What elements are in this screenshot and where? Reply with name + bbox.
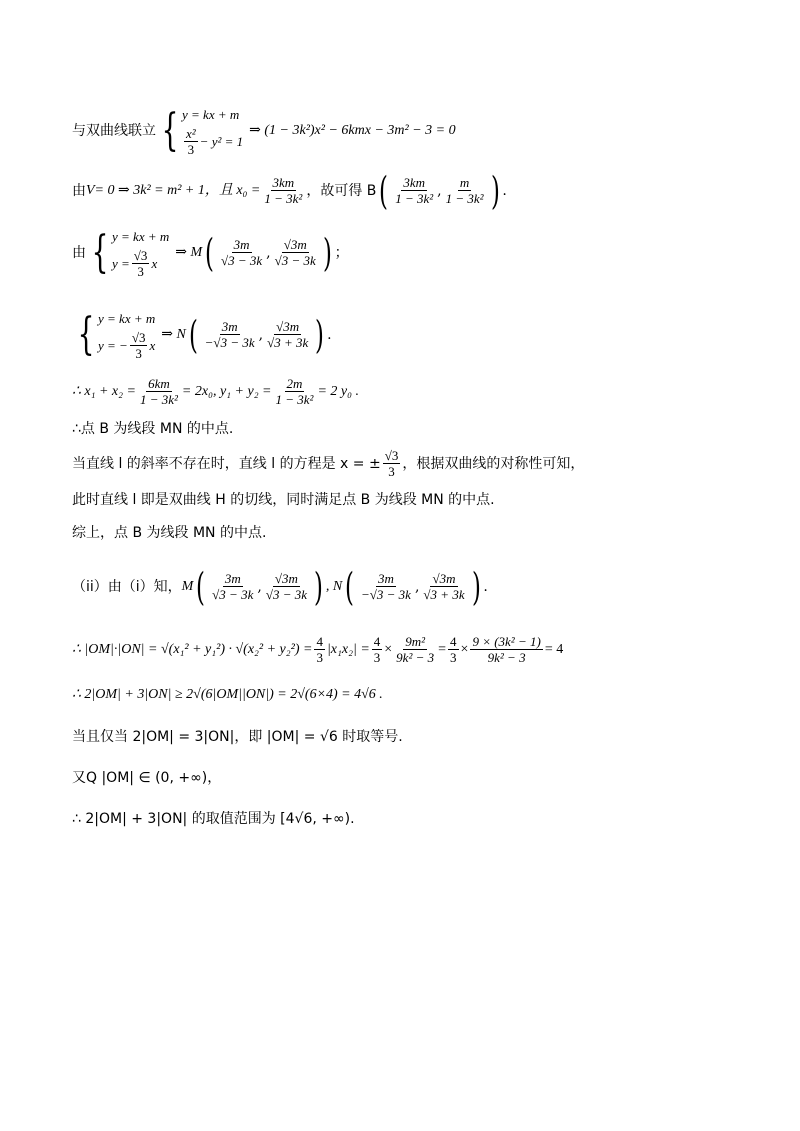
system-1-eq-a: y = kx + m xyxy=(182,107,240,122)
line-9: 综上，点 B 为线段 MN 的中点. xyxy=(72,525,267,541)
line-13: 当且仅当 2|OM| = 3|ON|，即 |OM| = √6 时取等号. xyxy=(72,729,403,745)
line-8: 此时直线 l 即是双曲线 H 的切线，同时满足点 B 为线段 MN 的中点. xyxy=(72,492,495,508)
line-2-B2: $\frac{m}{\text{1 − 3k²}}$ xyxy=(445,175,484,206)
line-6: ∴点 B 为线段 MN 的中点. xyxy=(72,421,234,437)
system-4: y = kx + m y = − $\frac{√3}{3}$ x xyxy=(98,311,156,361)
line-10: （ii）由（i）知， M ( $\frac{3m}{√3 - 3k}$ , $\frac{√3m}{√3 - 3k}$ ) , N ( $\frac{3m}{-√3 - 3k}$ , $\frac{√3m}{√3 + 3k}$ ) . xyxy=(72,565,488,609)
system-3: y = kx + m y = $\frac{√3}{3}$ x xyxy=(112,229,170,279)
line-14: 又Q |OM| ∈ (0, +∞)， xyxy=(72,770,222,786)
line-7: 当直线 l 的斜率不存在时，直线 l 的方程是 x = ± $\frac{√3}{3}$ ，根据双曲线的对称性可知， xyxy=(72,448,585,479)
line-2-prefix: 由 xyxy=(72,183,86,199)
line-1-result: ⇒ (1 − 3k²)x² − 6kmx − 3m² − 3 = 0 xyxy=(249,123,456,138)
line-12: ∴ 2|OM| + 3|ON| ≥ 2√(6|OM||ON|) = 2√(6×4) = 4√6 . xyxy=(72,687,383,702)
line-3-prefix: 由 xyxy=(72,245,86,261)
system-1-eq-b: $\frac{\text{x²}}{3}$ − y² = 1 xyxy=(186,126,244,157)
line-11: ∴ |OM|·|ON| = √(x₁² + y₁²) · √(x₂² + y₂²) = $\frac{4}{3}$ |x₁x₂| = $\frac{4}{3}$ × $\frac{\text{9m²}}{\text{9k² − 3}}$ = $\frac{4}{3}$ × $\frac{\text{9 × (3k² − 1)}}{\text{9k² − 3}}$ = 4 xyxy=(72,634,564,665)
line-2-a: V= 0 ⇒ 3k² = m² + 1，且 x₀ = xyxy=(86,183,261,198)
line-3: 由 { y = kx + m y = $\frac{√3}{3}$ x ⇒ M ( $\frac{3m}{√3 - 3k}$ , $\frac{√3m}{√3 - 3k}$ ) ； xyxy=(72,227,349,279)
line-2-B1: $\frac{3km}{\text{1 − 3k²}}$ xyxy=(395,175,434,206)
system-1 xyxy=(182,104,243,158)
line-2: 由 V= 0 ⇒ 3k² = m² + 1，且 x₀ = $\frac{3km}{\text{1 − 3k²}}$ ，故可得 B ( $\frac{3km}{\text{1 − 3k²}}$ , $\frac{m}{\text{1 − 3k²}}$ ) . xyxy=(72,169,507,213)
line-5: ∴ x₁ + x₂ = $\frac{6km}{\text{1 − 3k²}}$ = 2x₀, y₁ + y₂ = $\frac{2m}{\text{1 − 3k²}}$ = 2 y₀ . xyxy=(72,376,359,407)
line-1-prefix: 与双曲线联立 xyxy=(72,123,156,139)
line-2-frac: $\frac{3km}{\text{1 − 3k²}}$ xyxy=(264,175,303,206)
line-2-mid: ，故可得 B xyxy=(306,183,377,199)
line-4: { y = kx + m y = − $\frac{√3}{3}$ x ⇒ N ( $\frac{3m}{-√3 - 3k}$ , $\frac{√3m}{√3 + 3k}$ ) . xyxy=(77,309,332,361)
brace-1: { xyxy=(161,105,179,156)
line-1 xyxy=(72,104,456,158)
line-15: ∴ 2|OM| + 3|ON| 的取值范围为 [4√6, +∞). xyxy=(72,811,355,827)
